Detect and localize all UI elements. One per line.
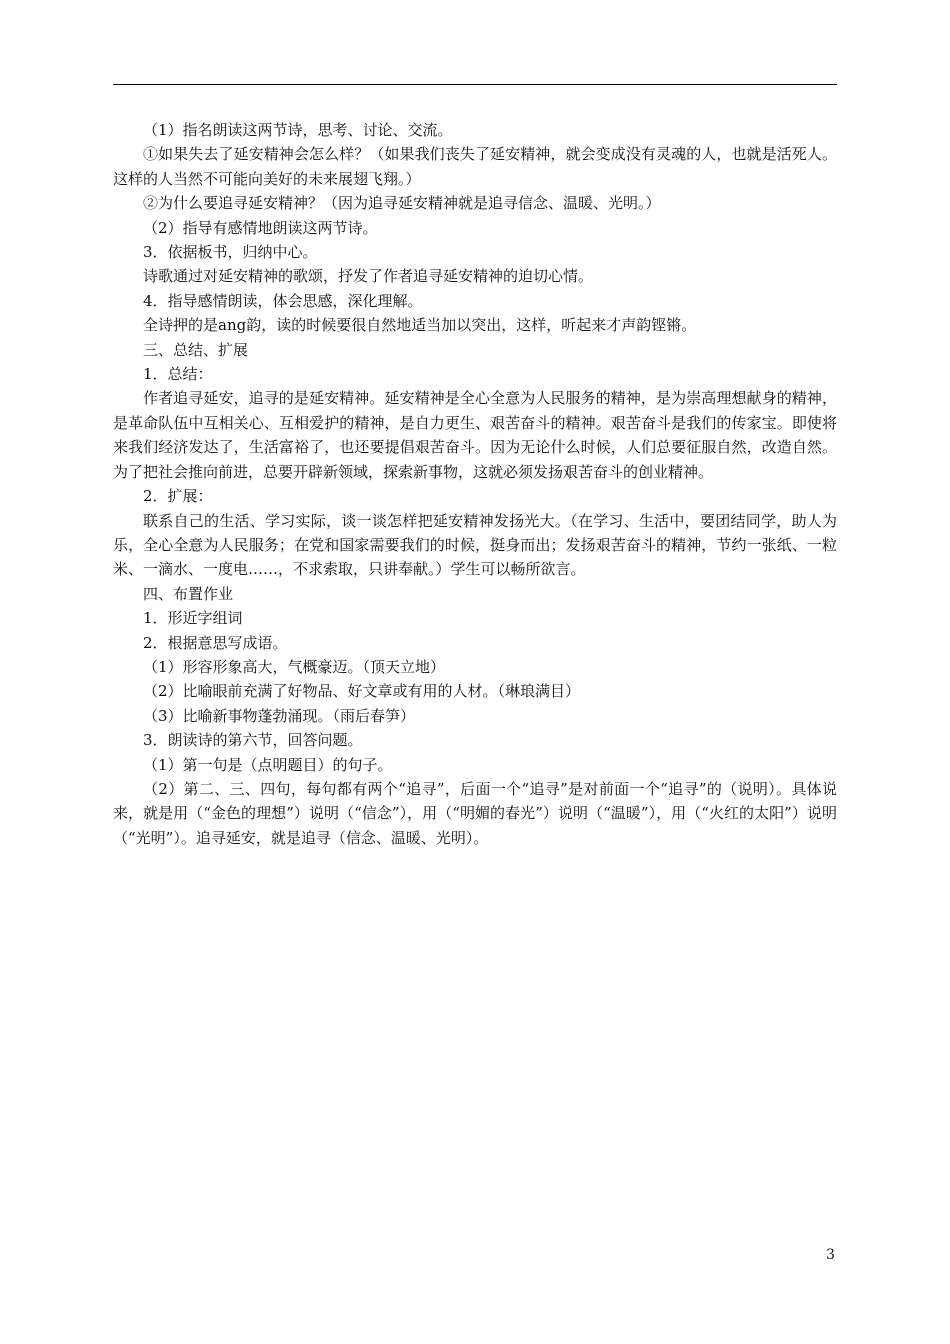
- paragraph: 1．总结：: [143, 365, 213, 384]
- paragraph: 诗歌通过对延安精神的歌颂，抒发了作者追寻延安精神的迫切心情。: [143, 267, 594, 286]
- paragraph: 全诗押的是ang韵，读的时候要很自然地适当加以突出，这样，听起来才声韵铿锵。: [143, 316, 697, 335]
- paragraph: ②为什么要追寻延安精神？（因为追寻延安精神就是追寻信念、温暖、光明。）: [143, 194, 661, 213]
- paragraph: （2）第二、三、四句，每句都有两个“追寻”，后面一个“追寻”是对前面一个“追寻”的（说明）。具体说来，就是用（“金色的理想”）说明（“信念”），用（“明媚的春光”）说明（“温暖”），用（“火红的太阳”）说明（“光明”）。追寻延安，就是追寻（信念、温暖、光明）。: [113, 779, 837, 847]
- paragraph: 3．依据板书，归纳中心。: [143, 243, 318, 262]
- page-number: 3: [826, 1247, 835, 1263]
- paragraph: （1）第一句是（点明题目）的句子。: [143, 755, 393, 774]
- paragraph: 1．形近字组词: [143, 609, 243, 628]
- paragraph: 3．朗读诗的第六节，回答问题。: [143, 731, 363, 750]
- paragraph: 2．根据意思写成语。: [143, 633, 288, 652]
- section-heading: 三、总结、扩展: [143, 340, 249, 359]
- paragraph: （2）比喻眼前充满了好物品、好文章或有用的人材。（琳琅满目）: [143, 682, 581, 701]
- paragraph: ①如果失去了延安精神会怎么样？（如果我们丧失了延安精神，就会变成没有灵魂的人，也就是活死人。这样的人当然不可能向美好的未来展翅飞翔。）: [113, 145, 837, 188]
- paragraph: 作者追寻延安，追寻的是延安精神。延安精神是全心全意为人民服务的精神，是为崇高理想献身的精神，是革命队伍中互相关心、互相爱护的精神，是自力更生、艰苦奋斗的精神。艰苦奋斗是我们的传家宝。即使将来我们经济发达了，生活富裕了，也还要提倡艰苦奋斗。因为无论什么时候，人们总要征服自然，改造自然。为了把社会推向前进，总要开辟新领域，探索新事物，这就必须发扬艰苦奋斗的创业精神。: [113, 389, 837, 481]
- section-heading: 四、布置作业: [143, 584, 234, 603]
- paragraph: （1）形容形象高大，气概豪迈。（顶天立地）: [143, 657, 446, 676]
- paragraph: 联系自己的生活、学习实际，谈一谈怎样把延安精神发扬光大。（在学习、生活中，要团结同学，助人为乐，全心全意为人民服务；在党和国家需要我们的时候，挺身而出；发扬艰苦奋斗的精神，节约一张纸、一粒米、一滴水、一度电……，不求索取，只讲奉献。）学生可以畅所欲言。: [113, 511, 837, 579]
- paragraph: （1）指名朗读这两节诗，思考、讨论、交流。: [143, 121, 453, 139]
- paragraph: （2）指导有感情地朗读这两节诗。: [143, 218, 378, 237]
- paragraph: （3）比喻新事物蓬勃涌现。（雨后春笋）: [143, 706, 416, 725]
- header-rule: [113, 84, 837, 85]
- paragraph: 4．指导感情朗读，体会思感，深化理解。: [143, 291, 423, 310]
- paragraph: 2．扩展：: [143, 487, 213, 506]
- document-body: [113, 118, 837, 850]
